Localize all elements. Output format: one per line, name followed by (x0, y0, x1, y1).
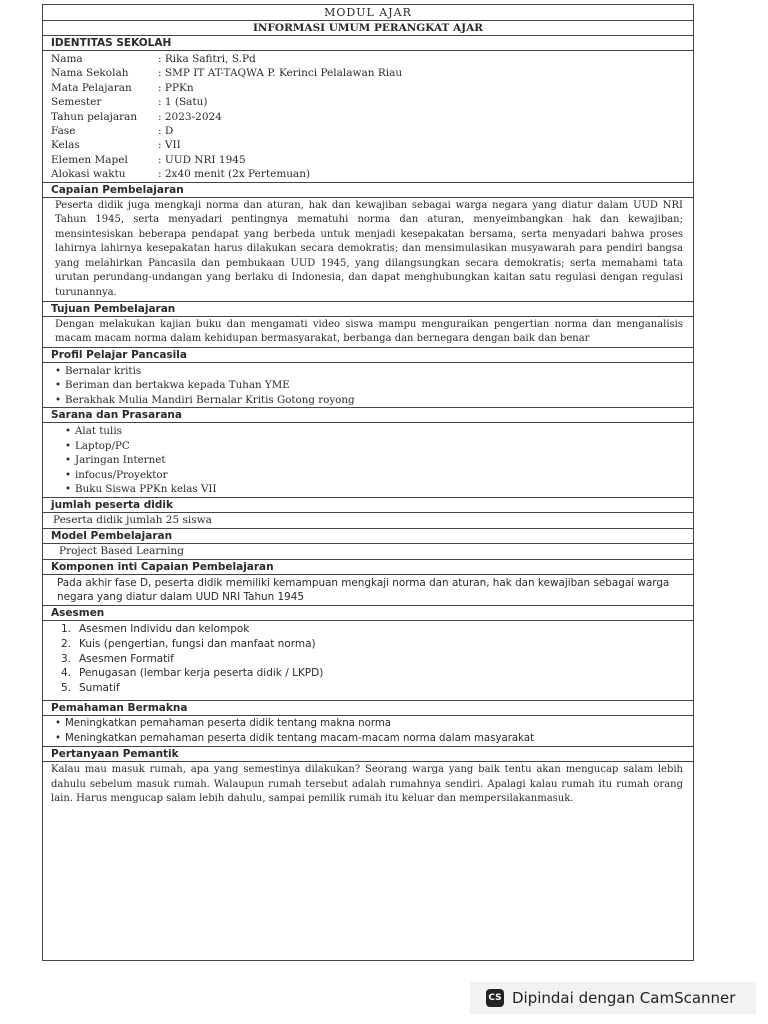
identity-label: Semester (51, 96, 102, 109)
list-item-text: Sumatif (79, 682, 120, 695)
bullet-icon: • (55, 379, 62, 392)
identity-value: : PPKn (158, 81, 194, 94)
tujuan-text: Dengan melakukan kajian buku dan mengamati video siswa mampu menguraikan pengertian norma dan menganalisis macam macam norma dalam kehidupan bermasyarakat, berbanga dan bernegara dengan baik dan benar (43, 317, 693, 348)
section-heading-capaian: Capaian Pembelajaran (43, 183, 693, 198)
bullet-icon: • (55, 732, 62, 744)
identity-label: Mata Pelajaran (51, 81, 132, 94)
list-item (61, 666, 693, 681)
jumlah-text: Peserta didik jumlah 25 siswa (43, 513, 693, 529)
identity-label: Fase (51, 124, 76, 137)
capaian-text: Peserta didik juga mengkaji norma dan aturan, hak dan kewajiban sebagai warga negara yang diatur dalam UUD NRI Tahun 1945, serta menyadari pentingnya mematuhi norma dan aturan, menyeimbangkan hak dan kewajiban; mensintesiskan beberapa pendapat yang berbeda untuk menjadi kesepakatan bersama, serta menyadari bahwa proses lahirnya lahirnya kesepakatan harus dilakukan secara demokratis; dan mensimulasikan musyawarah para pendiri bangsa yang melahirkan Pancasila dan pembukaan UUD 1945, yang dilangsungkan secara demokratis; serta memahami tata urutan perundang-undangan yang berlaku di Indonesia, dan dapat menghubungkan kaitan satu regulasi dengan regulasi turunannya. (43, 198, 693, 302)
section-heading-identitas: IDENTITAS SEKOLAH (43, 36, 693, 51)
list-item (65, 468, 693, 483)
bullet-icon: • (55, 718, 62, 730)
section-heading-komponen: Komponen inti Capaian Pembelajaran (43, 560, 693, 575)
bullet-icon: • (55, 393, 62, 406)
komponen-text: Pada akhir fase D, peserta didik memiliki kemampuan mengkaji norma dan aturan, hak dan kewajiban sebagai warga negara yang diatur dalam UUD NRI Tahun 1945 (43, 575, 693, 606)
list-number: 4. (61, 667, 72, 680)
sarana-list (43, 423, 693, 498)
list-item-text: Asesmen Individu dan kelompok (79, 623, 250, 636)
list-item (65, 453, 693, 468)
list-item-text: Beriman dan bertakwa kepada Tuhan YME (65, 379, 290, 392)
list-number: 5. (61, 682, 72, 695)
list-item (55, 393, 693, 408)
identity-label: Nama (51, 53, 83, 65)
identity-row (51, 81, 693, 95)
identity-value: : 2x40 menit (2x Pertemuan) (158, 168, 311, 181)
list-item-text: Kuis (pengertian, fungsi dan manfaat norma) (79, 637, 316, 650)
list-number: 1. (61, 623, 72, 636)
list-item (55, 364, 693, 379)
list-item (65, 424, 693, 439)
list-number: 2. (61, 637, 72, 650)
camscanner-logo-icon: CS (486, 989, 504, 1007)
section-heading-model: Model Pembelajaran (43, 529, 693, 544)
camscanner-label: Dipindai dengan CamScanner (512, 989, 736, 1007)
module-subtitle: INFORMASI UMUM PERANGKAT AJAR (252, 22, 484, 34)
module-title: MODUL AJAR (43, 5, 693, 21)
bullet-icon: • (65, 425, 72, 438)
document-header (43, 4, 693, 36)
bullet-icon: • (65, 439, 72, 452)
list-item (61, 637, 693, 652)
identity-row (51, 124, 693, 138)
document-page (42, 4, 694, 961)
list-item (65, 482, 693, 497)
model-text: Project Based Learning (43, 544, 693, 560)
list-item-text: Alat tulis (75, 425, 122, 438)
pertanyaan-text: Kalau mau masuk rumah, apa yang semestinya dilakukan? Seorang warga yang baik tentu akan mengucap salam lebih dahulu sebelum masuk rumah. Walaupun rumah tersebut adalah rumahnya sendiri. Apalagi kalau rumah itu rumah orang lain. Harus mengucap salam lebih dahulu, sampai pemilik rumah itu keluar dan mempersilakanmasuk. (51, 764, 683, 805)
identity-label: Tahun pelajaran (51, 110, 138, 123)
section-heading-asesmen: Asesmen (43, 606, 693, 621)
asesmen-list (43, 621, 693, 701)
bullet-icon: • (65, 454, 72, 467)
section-heading-pertanyaan: Pertanyaan Pemantik (43, 747, 693, 762)
list-item-text: Penugasan (lembar kerja peserta didik / LKPD) (79, 667, 324, 680)
pemahaman-list (43, 716, 693, 747)
list-item-text: Bernalar kritis (65, 364, 142, 377)
identity-value: : Rika Safitri, S.Pd (158, 53, 256, 65)
identity-value: : VII (158, 139, 181, 152)
list-item (65, 439, 693, 454)
list-item-text: Jaringan Internet (75, 454, 166, 467)
identity-row (51, 153, 693, 167)
section-heading-pemahaman: Pemahaman Bermakna (43, 701, 693, 716)
identity-label: Elemen Mapel (51, 153, 128, 166)
profil-list (43, 363, 693, 409)
identity-label: Nama Sekolah (51, 67, 129, 80)
identity-row (51, 95, 693, 109)
list-item (61, 622, 693, 637)
identity-label: Alokasi waktu (51, 168, 126, 181)
identity-row (51, 52, 693, 66)
list-item-text: Laptop/PC (75, 439, 130, 452)
list-item-text: Meningkatkan pemahaman peserta didik tentang macam-macam norma dalam masyarakat (65, 732, 535, 744)
identity-value: : UUD NRI 1945 (158, 153, 246, 166)
camscanner-watermark (470, 982, 756, 1014)
bullet-icon: • (65, 468, 72, 481)
list-item-text: Berakhak Mulia Mandiri Bernalar Kritis Gotong royong (65, 393, 355, 406)
identity-label: Kelas (51, 139, 80, 152)
section-heading-tujuan: Tujuan Pembelajaran (43, 302, 693, 317)
list-item (55, 378, 693, 393)
bullet-icon: • (55, 364, 62, 377)
identity-value: : SMP IT AT-TAQWA P. Kerinci Pelalawan Riau (158, 67, 403, 80)
identity-row (51, 66, 693, 80)
identity-row (51, 167, 693, 181)
identity-value: : 2023-2024 (158, 110, 222, 123)
list-item-text: Buku Siswa PPKn kelas VII (75, 483, 217, 496)
bullet-icon: • (65, 483, 72, 496)
identity-value: : 1 (Satu) (158, 96, 208, 109)
section-heading-sarana: Sarana dan Prasarana (43, 408, 693, 423)
list-item-text: Meningkatkan pemahaman peserta didik tentang makna norma (65, 718, 392, 730)
identity-value: : D (158, 124, 174, 137)
list-item (61, 652, 693, 667)
list-item-text: infocus/Proyektor (75, 468, 168, 481)
identity-row (51, 138, 693, 152)
list-item-text: Asesmen Formatif (79, 652, 174, 665)
section-heading-profil: Profil Pelajar Pancasila (43, 348, 693, 363)
list-item (55, 732, 693, 747)
list-item (61, 681, 693, 696)
identity-table (43, 51, 693, 183)
list-item (55, 717, 693, 732)
list-number: 3. (61, 652, 72, 665)
section-heading-jumlah: jumlah peserta didik (43, 498, 693, 513)
identity-row (51, 110, 693, 124)
